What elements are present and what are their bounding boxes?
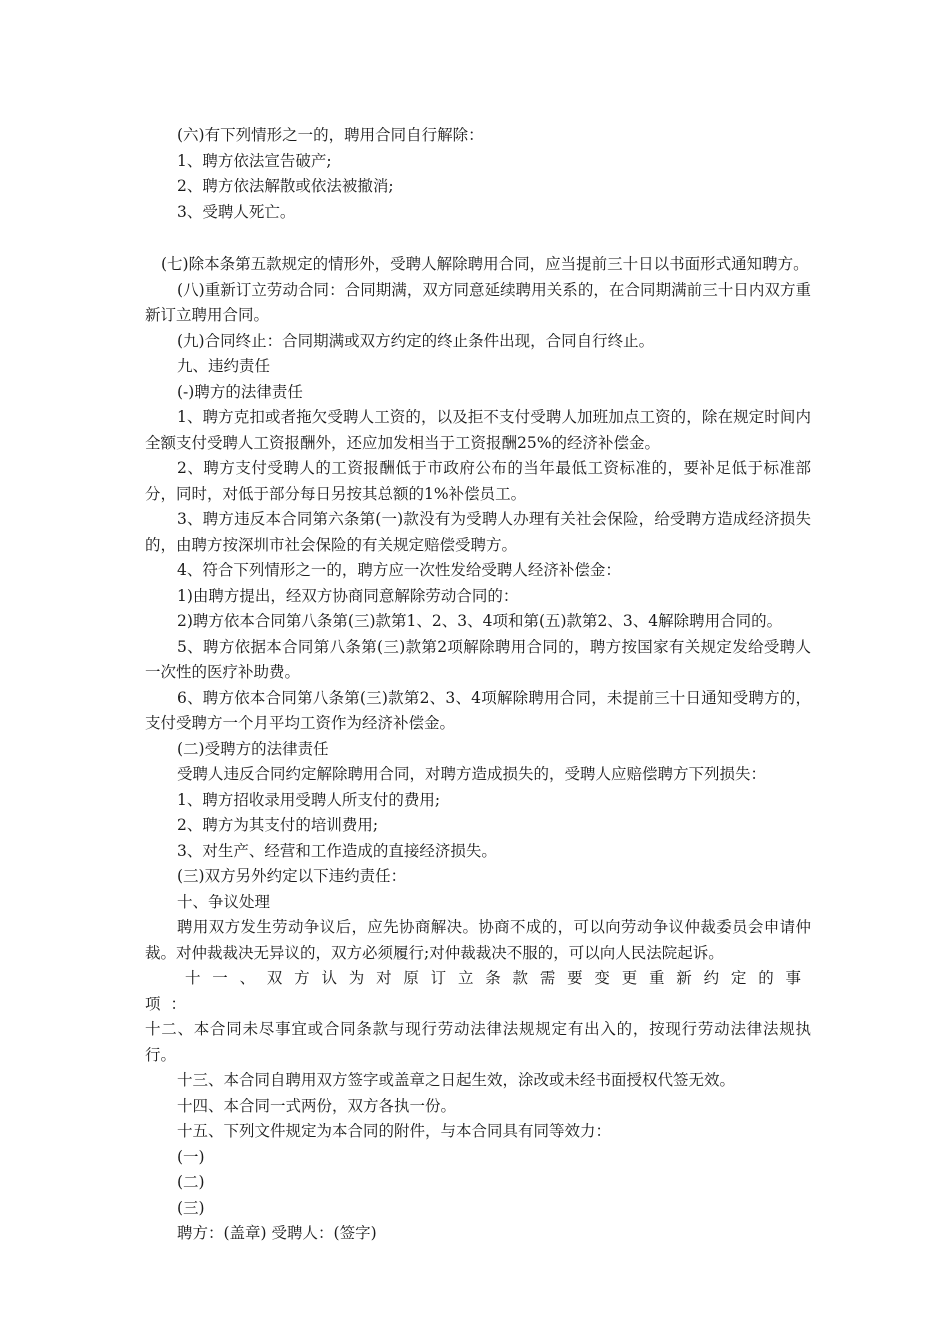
attachment-item: (三)	[177, 1198, 205, 1217]
paragraph: 6、聘方依本合同第八条第(三)款第2、3、4项解除聘用合同，未提前三十日通知受聘方的，支付受聘方一个月平均工资作为经济补偿金。	[145, 688, 811, 732]
signature-line: 聘方：(盖章) 受聘人：(签字)	[177, 1224, 377, 1242]
paragraph: 3、聘方违反本合同第六条第(一)款没有为受聘人办理有关社会保险，给受聘方造成经济损失的，由聘方按深圳市社会保险的有关规定赔偿受聘方。	[145, 510, 811, 554]
paragraph: 3、受聘人死亡。	[177, 202, 296, 221]
paragraph: 1)由聘方提出，经双方协商同意解除劳动合同的：	[177, 586, 519, 605]
subsection-heading: (三)双方另外约定以下违约责任：	[177, 867, 407, 885]
section-heading: 十、争议处理	[177, 892, 271, 911]
paragraph: 2)聘方依本合同第八条第(三)款第1、2、3、4项和第(五)款第2、3、4解除聘用合同的。	[177, 612, 783, 630]
subsection-heading: (二)受聘方的法律责任	[177, 739, 329, 758]
paragraph: 聘用双方发生劳动争议后，应先协商解决。协商不成的，可以向劳动争议仲裁委员会申请仲裁。对仲裁裁决无异议的，双方必须履行;对仲裁裁决不服的，可以向人民法院起诉。	[145, 918, 811, 962]
paragraph: 十三、本合同自聘用双方签字或盖章之日起生效，涂改或未经书面授权代签无效。	[177, 1071, 736, 1089]
paragraph: (八)重新订立劳动合同：合同期满，双方同意延续聘用关系的，在合同期满前三十日内双方重新订立聘用合同。	[145, 280, 811, 324]
attachment-item: (二)	[177, 1173, 205, 1191]
paragraph: 十二、本合同未尽事宜或合同条款与现行劳动法律法规规定有出入的，按现行劳动法律法规执行。	[145, 1020, 811, 1064]
paragraph: 十四、本合同一式两份，双方各执一份。	[177, 1096, 457, 1115]
section-heading: 九、违约责任	[177, 357, 271, 375]
paragraph: 受聘人违反合同约定解除聘用合同，对聘方造成损失的，受聘人应赔偿聘方下列损失：	[177, 765, 767, 783]
paragraph: 4、符合下列情形之一的，聘方应一次性发给受聘人经济补偿金：	[177, 561, 621, 579]
paragraph: 1、聘方克扣或者拖欠受聘人工资的，以及拒不支付受聘人加班加点工资的，除在规定时间内全额支付受聘人工资报酬外，还应加发相当于工资报酬25%的经济补偿金。	[145, 408, 811, 452]
paragraph: 2、聘方为其支付的培训费用;	[177, 816, 379, 834]
paragraph: 1、聘方依法宣告破产;	[177, 151, 332, 170]
attachment-item: (一)	[177, 1147, 205, 1166]
paragraph: (九)合同终止：合同期满或双方约定的终止条件出现，合同自行终止。	[177, 331, 655, 350]
paragraph: 5、聘方依据本合同第八条第(三)款第2项解除聘用合同的，聘方按国家有关规定发给受聘人一次性的医疗补助费。	[145, 637, 811, 681]
subsection-heading: (-)聘方的法律责任	[177, 382, 303, 401]
paragraph: 十五、下列文件规定为本合同的附件，与本合同具有同等效力：	[177, 1122, 612, 1140]
paragraph: 2、聘方依法解散或依法被撤消;	[177, 177, 394, 195]
document-body	[145, 123, 811, 1247]
paragraph: 3、对生产、经营和工作造成的直接经济损失。	[177, 841, 497, 860]
section-heading: 十一、双方认为对原订立条款需要变更重新约定的事项：	[145, 969, 811, 1013]
paragraph: 2、聘方支付受聘人的工资报酬低于市政府公布的当年最低工资标准的，要补足低于标准部分，同时，对低于部分每日另按其总额的1%补偿员工。	[145, 459, 811, 503]
paragraph: (六)有下列情形之一的，聘用合同自行解除：	[177, 126, 484, 144]
paragraph: (七)除本条第五款规定的情形外，受聘人解除聘用合同，应当提前三十日以书面形式通知聘方。	[161, 255, 809, 273]
paragraph: 1、聘方招收录用受聘人所支付的费用;	[177, 790, 441, 809]
